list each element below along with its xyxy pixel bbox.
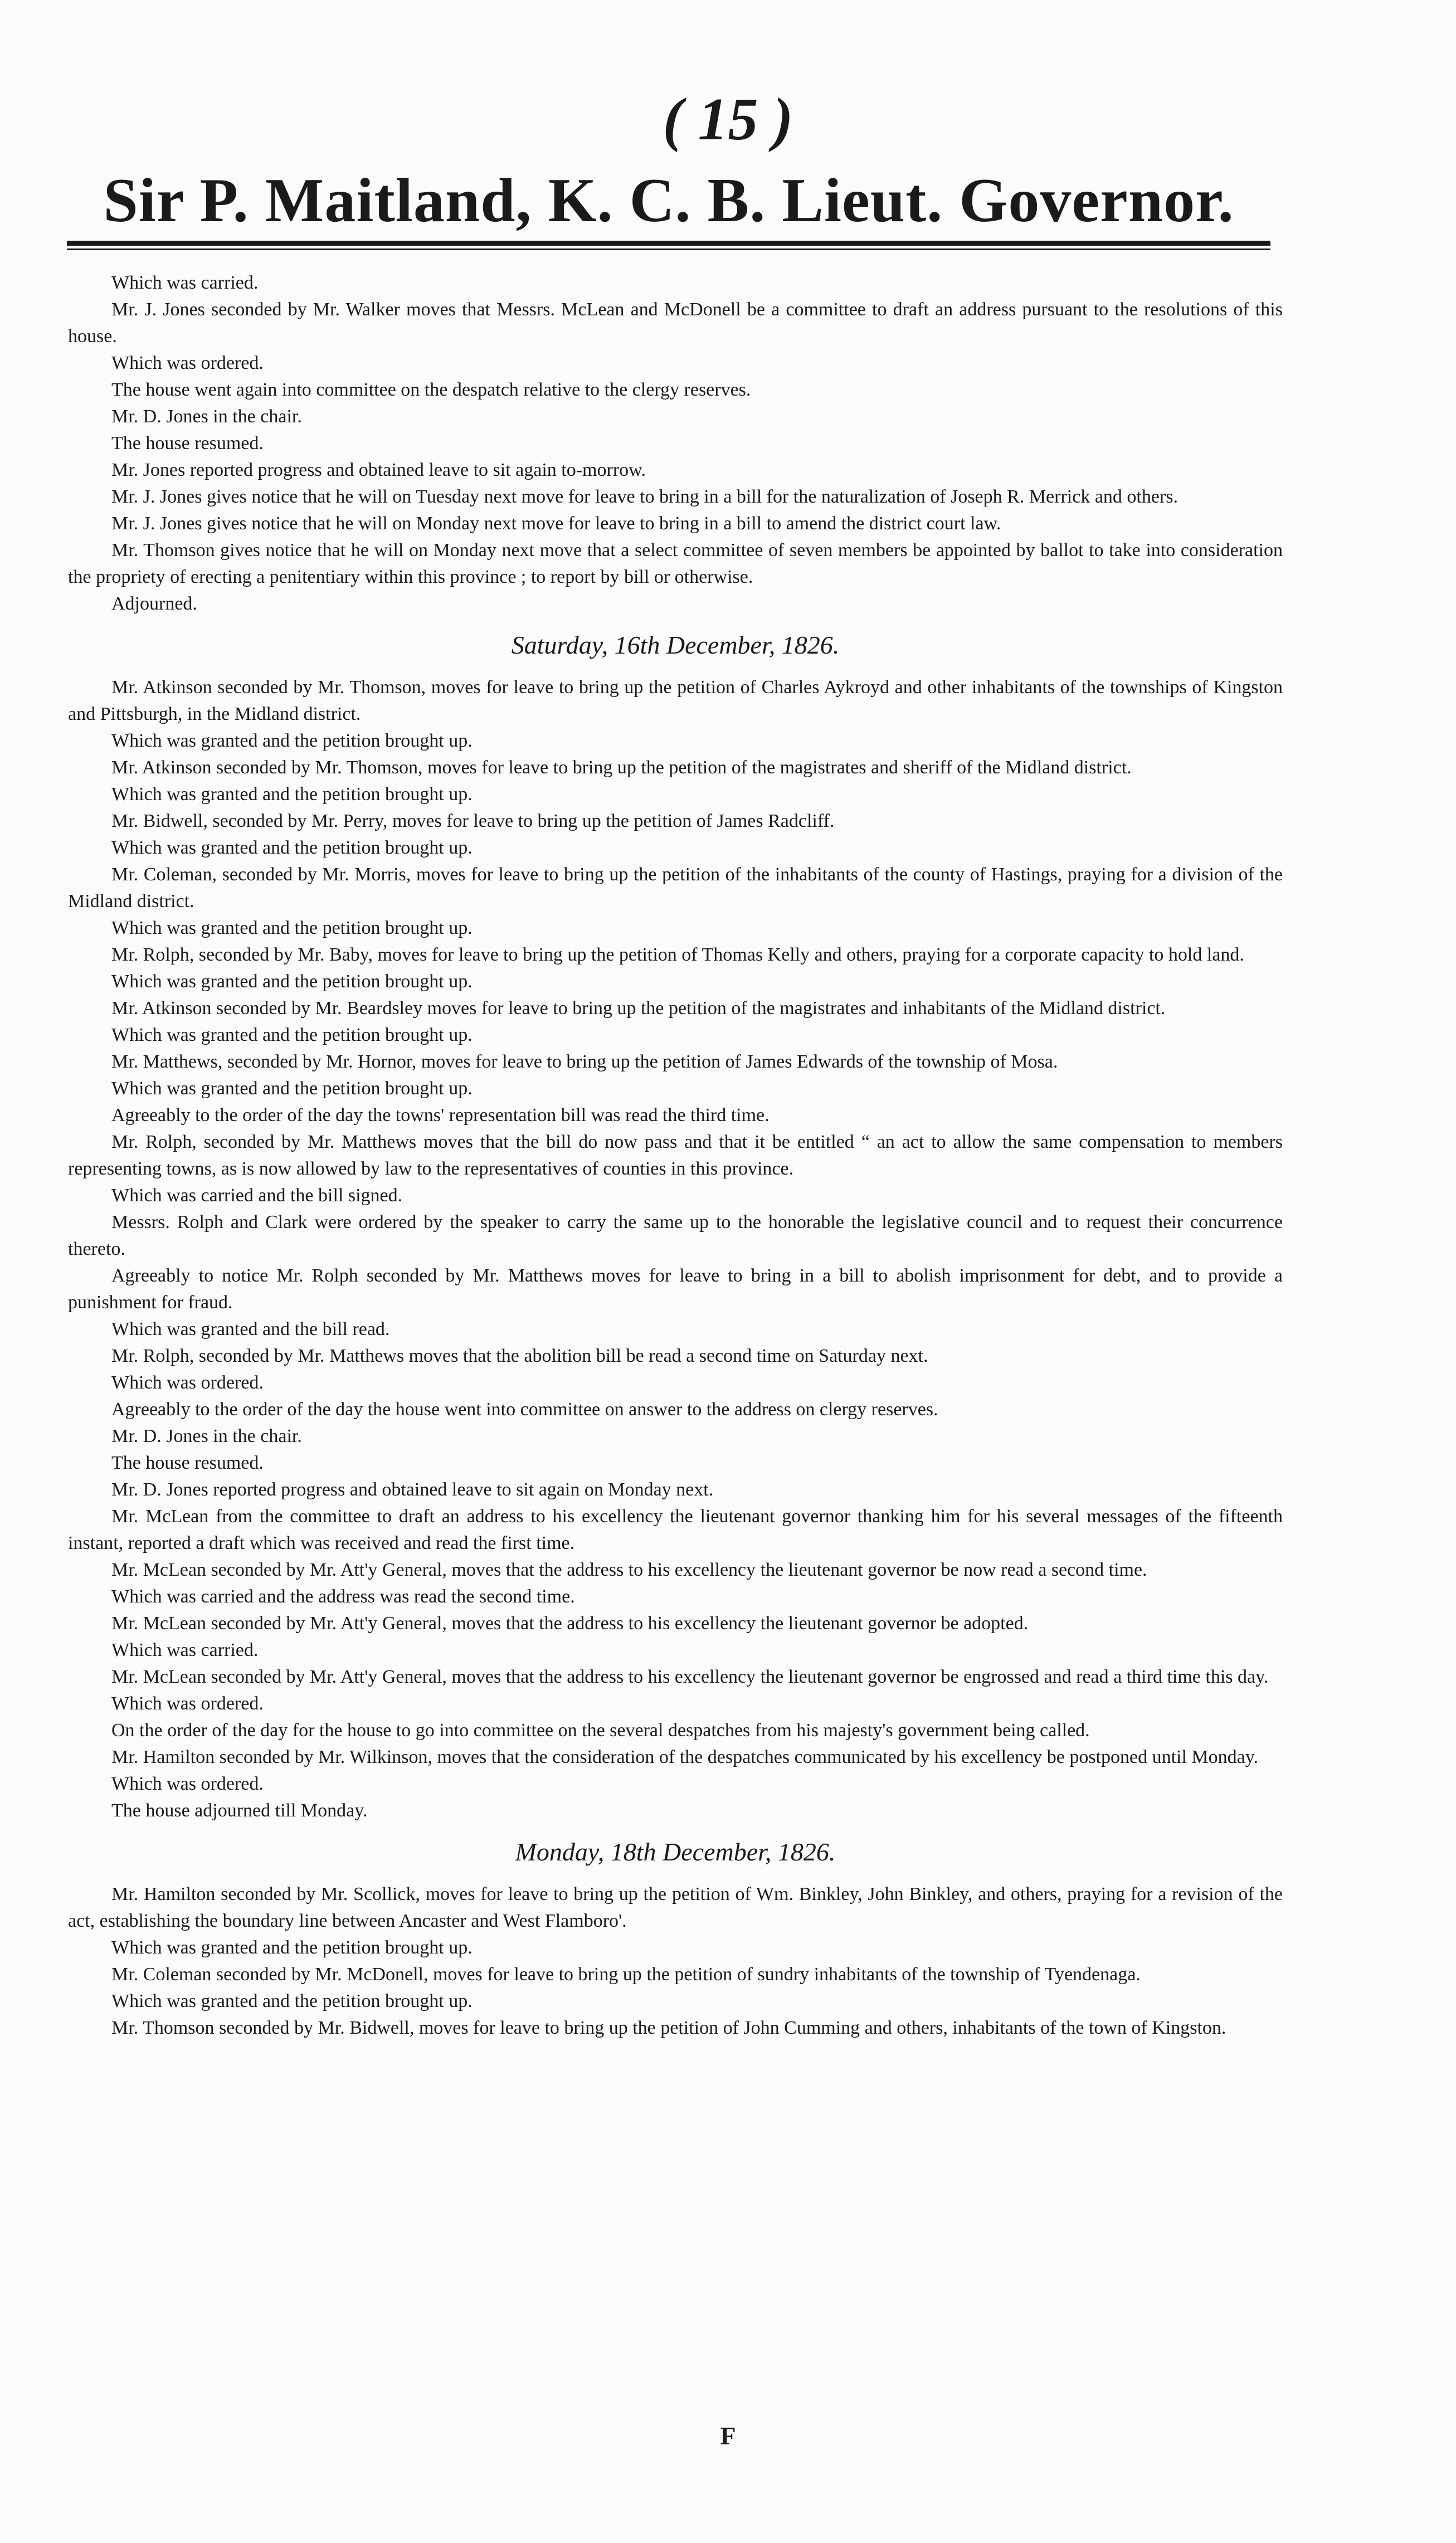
paragraph: Mr. Bidwell, seconded by Mr. Perry, moves for leave to bring up the petition of James Radcliff.: [111, 811, 835, 831]
paragraph: Which was carried and the address was read the second time.: [111, 1586, 575, 1607]
paragraph: Mr. J. Jones gives notice that he will on Tuesday next move for leave to bring in a bill for the naturalization of Joseph R. Merrick and others.: [111, 486, 1179, 507]
paragraph: Adjourned.: [111, 593, 197, 614]
paragraph: Mr. Coleman seconded by Mr. McDonell, moves for leave to bring up the petition of sundry inhabitants of the township of Tyendenaga.: [111, 1964, 1141, 1985]
paragraph: Mr. Atkinson seconded by Mr. Beardsley moves for leave to bring up the petition of the magistrates and inhabitants of the Midland district.: [111, 998, 1166, 1019]
paragraph: Which was ordered.: [111, 1693, 264, 1714]
paragraph: Mr. McLean seconded by Mr. Att'y General, moves that the address to his excellency the lieutenant governor be engrossed and read a third time this day.: [111, 1667, 1269, 1687]
paragraph: Which was granted and the petition brought up.: [111, 1991, 473, 2011]
paragraph: Mr. Rolph, seconded by Mr. Baby, moves for leave to bring up the petition of Thomas Kelly and others, praying for a corporate capacity to hold land.: [111, 944, 1244, 965]
paragraph: Mr. D. Jones in the chair.: [111, 406, 302, 427]
paragraph: Which was granted and the petition brought up.: [111, 730, 473, 751]
paragraph: Mr. Matthews, seconded by Mr. Hornor, moves for leave to bring up the petition of James Edwards of the township of Mosa.: [111, 1051, 1058, 1072]
paragraph: The house resumed.: [111, 1453, 264, 1473]
paragraph: Which was granted and the petition brought up.: [111, 1937, 473, 1958]
paragraph: Which was granted and the petition brought up.: [111, 918, 473, 938]
paragraph: Mr. Rolph, seconded by Mr. Matthews moves that the abolition bill be read a second time on Saturday next.: [111, 1346, 928, 1366]
paragraph: The house resumed.: [111, 433, 264, 454]
paragraph: Agreeably to the order of the day the towns' representation bill was read the third time.: [111, 1105, 770, 1126]
journal-body: [68, 270, 1283, 2042]
paragraph: Mr. D. Jones in the chair.: [111, 1426, 302, 1446]
proceedings-section: [68, 270, 1283, 617]
paragraph: Which was ordered.: [111, 353, 264, 373]
paragraph: Which was ordered.: [111, 1372, 264, 1393]
running-head: Sir P. Maitland, K. C. B. Lieut. Governor.: [103, 166, 1234, 235]
paragraph: Mr. Atkinson seconded by Mr. Thomson, moves for leave to bring up the petition of Charles Aykroyd and other inhabitants of the townships of Kingston and Pittsburgh, in the Midland district.: [68, 677, 1283, 724]
paragraph: Which was granted and the petition brought up.: [111, 784, 473, 805]
paragraph: Messrs. Rolph and Clark were ordered by the speaker to carry the same up to the honorable the legislative council and to request their concurrence thereto.: [68, 1212, 1283, 1259]
paragraph: Mr. Hamilton seconded by Mr. Scollick, moves for leave to bring up the petition of Wm. Binkley, John Binkley, and others, praying for a revision of the act, establishing the boundary line between Ancaster and West Flamboro'.: [68, 1884, 1283, 1931]
paragraph: Mr. Jones reported progress and obtained leave to sit again to-morrow.: [111, 460, 646, 480]
paragraph: Which was granted and the petition brought up.: [111, 1078, 473, 1099]
paragraph: Mr. McLean seconded by Mr. Att'y General, moves that the address to his excellency the lieutenant governor be now read a second time.: [111, 1560, 1147, 1580]
paragraph: Mr. D. Jones reported progress and obtained leave to sit again on Monday next.: [111, 1479, 714, 1500]
paragraph: Which was carried.: [111, 272, 259, 293]
paragraph: Mr. J. Jones seconded by Mr. Walker moves that Messrs. McLean and McDonell be a committee to draft an address pursuant to the resolutions of this house.: [68, 299, 1283, 347]
paragraph: Agreeably to the order of the day the house went into committee on answer to the address on clergy reserves.: [111, 1399, 938, 1420]
date-heading: Saturday, 16th December, 1826.: [511, 631, 840, 659]
header-rule-thick: [67, 241, 1270, 246]
paragraph: Mr. J. Jones gives notice that he will on Monday next move for leave to bring in a bill to amend the district court law.: [111, 513, 1001, 534]
paragraph: Mr. McLean from the committee to draft an address to his excellency the lieutenant governor thanking him for his several messages of the fifteenth instant, reported a draft which was received and read the first time.: [68, 1506, 1283, 1553]
paragraph: Mr. Thomson seconded by Mr. Bidwell, moves for leave to bring up the petition of John Cumming and others, inhabitants of the town of Kingston.: [111, 2018, 1226, 2038]
paragraph: Mr. Rolph, seconded by Mr. Matthews moves that the bill do now pass and that it be entitled “ an act to allow the same compensation to members representing towns, as is now allowed by law to the representatives of counties in this province.: [68, 1132, 1283, 1179]
paragraph: Mr. Hamilton seconded by Mr. Wilkinson, moves that the consideration of the despatches communicated by his excellency be postponed until Monday.: [111, 1747, 1259, 1767]
paragraph: Mr. Atkinson seconded by Mr. Thomson, moves for leave to bring up the petition of the magistrates and sheriff of the Midland district.: [111, 757, 1132, 778]
paragraph: Which was carried.: [111, 1640, 259, 1660]
paragraph: Which was granted and the petition brought up.: [111, 837, 473, 858]
paragraph: Mr. McLean seconded by Mr. Att'y General, moves that the address to his excellency the lieutenant governor be adopted.: [111, 1613, 1029, 1634]
paragraph: The house adjourned till Monday.: [111, 1800, 368, 1821]
paragraph: The house went again into committee on the despatch relative to the clergy reserves.: [111, 379, 751, 400]
paragraph: Which was granted and the bill read.: [111, 1319, 390, 1339]
paragraph: Which was granted and the petition brought up.: [111, 1025, 473, 1045]
signature-mark: F: [720, 2422, 736, 2450]
paragraph: On the order of the day for the house to go into committee on the several despatches from his majesty's government being called.: [111, 1720, 1090, 1741]
proceedings-section: [68, 674, 1283, 1824]
paragraph: Which was carried and the bill signed.: [111, 1185, 403, 1206]
paragraph: Mr. Coleman, seconded by Mr. Morris, moves for leave to bring up the petition of the inhabitants of the county of Hastings, praying for a division of the Midland district.: [68, 864, 1283, 912]
paragraph: Which was ordered.: [111, 1774, 264, 1794]
paragraph: Agreeably to notice Mr. Rolph seconded by Mr. Matthews moves for leave to bring in a bill to abolish imprisonment for debt, and to provide a punishment for fraud.: [68, 1265, 1283, 1313]
page-number: ( 15 ): [663, 86, 793, 153]
header-rule-thin: [67, 249, 1270, 250]
paragraph: Which was granted and the petition brought up.: [111, 971, 473, 992]
proceedings-section: [68, 1881, 1283, 2042]
date-heading: Monday, 18th December, 1826.: [515, 1838, 836, 1866]
paragraph: Mr. Thomson gives notice that he will on Monday next move that a select committee of seven members be appointed by ballot to take into consideration the propriety of erecting a penitentiary within this province ; to report by bill or otherwise.: [68, 540, 1283, 587]
